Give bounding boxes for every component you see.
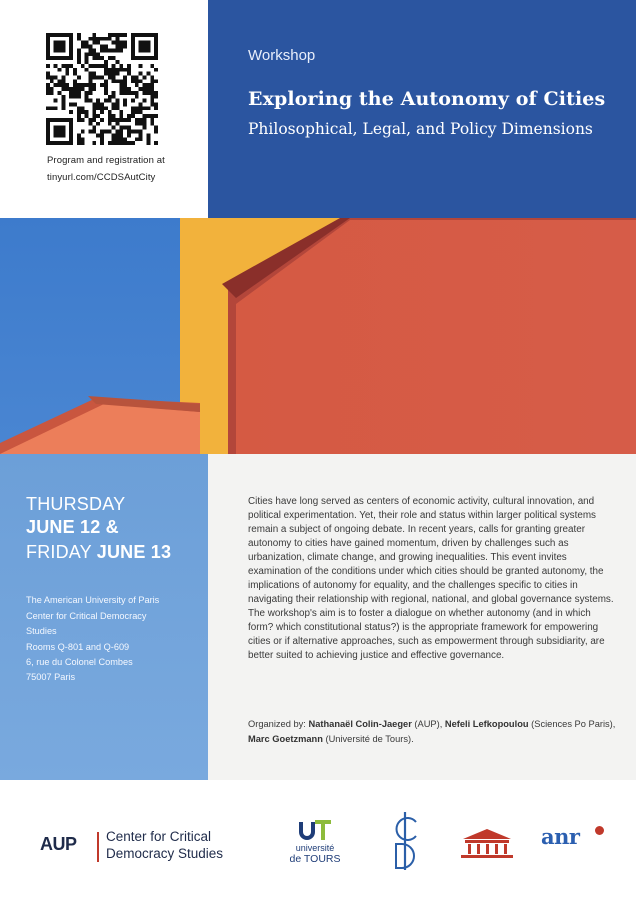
text-panel	[208, 454, 636, 780]
architecture-photo	[0, 218, 636, 454]
tours-name-line-2: de TOURS	[289, 853, 341, 865]
date-panel	[0, 454, 208, 780]
aup-ccds-logo	[40, 828, 240, 868]
title-panel	[208, 0, 636, 218]
anr-logo	[541, 822, 611, 862]
cd-monogram-logo	[386, 810, 424, 872]
sciences-po-logo	[455, 825, 519, 861]
page-subtitle: Philosophical, Legal, and Policy Dimensions	[248, 120, 593, 138]
date-day-1: THURSDAY	[26, 494, 126, 514]
organizer-name: Marc Goetzmann	[248, 734, 323, 744]
organizer-affiliation: (AUP),	[411, 719, 445, 729]
registration-link[interactable]: tinyurl.com/CCDSAutCity	[47, 172, 156, 183]
venue-university: The American University of Paris	[26, 595, 160, 605]
organizers	[248, 717, 618, 747]
event-description: Cities have long served as centers of economic activity, cultural innovation, and political experimentation. Yet, their role and status within larger political systems remain a subject of ongoing debate. In recent years, calls for granting greater autonomy to cities have gained momentum, driven by challenges such as urbanization, climate change, and growing inequalities. This event invites examination of the conditions under which cities should be granted autonomy, the implications of autonomy for equality, and the challenges specific to cities in navigating their relationship with regional, national, and global governance systems. The workshop's aim is to foster a dialogue on whether autonomy (and in which form? which constitutional status?) is the appropriate framework for empowering cities or if alternative approaches, such as empowerment through subsidiarity, are better suited to achieving justice and effective governance.	[248, 496, 614, 661]
date-day-2: FRIDAY	[26, 542, 92, 562]
venue-city: 75007 Paris	[26, 672, 76, 682]
organizer-name: Nefeli Lefkopoulou	[444, 719, 529, 729]
logo-divider	[97, 832, 99, 862]
tours-ut-icon	[285, 818, 345, 844]
venue-street: 6, rue du Colonel Combes	[26, 657, 133, 667]
venue-rooms: Rooms Q-801 and Q-609	[26, 642, 130, 652]
ccds-name-line-1: Center for Critical	[106, 829, 212, 844]
organizer-name: Nathanaël Colin-Jaeger	[308, 719, 412, 729]
qr-code[interactable]	[46, 33, 158, 145]
anr-wordmark: anr	[541, 824, 580, 849]
page-title: Exploring the Autonomy of Cities	[248, 88, 606, 110]
qr-caption: Program and registration at	[47, 155, 165, 166]
organizer-affiliation: (Sciences Po Paris),	[528, 719, 616, 729]
event-type: Workshop	[248, 47, 316, 64]
date-2-bold: JUNE 13	[96, 542, 172, 562]
organizer-affiliation: (Université de Tours).	[322, 734, 414, 744]
qr-panel	[0, 0, 208, 218]
venue-center-cont: Studies	[26, 626, 57, 636]
date-1	[26, 517, 119, 538]
ccds-name-line-2: Democracy Studies	[106, 846, 224, 861]
partner-logos	[0, 780, 636, 900]
venue-center: Center for Critical Democracy	[26, 611, 147, 621]
date-1-bold: JUNE 12 &	[26, 517, 119, 537]
tours-name-line-1: université	[295, 843, 335, 853]
registered-icon	[595, 826, 604, 835]
universite-de-tours-logo	[285, 818, 345, 876]
organizers-label: Organized by:	[248, 719, 306, 729]
aup-mark: AUP	[40, 834, 77, 854]
date-2	[26, 542, 171, 563]
